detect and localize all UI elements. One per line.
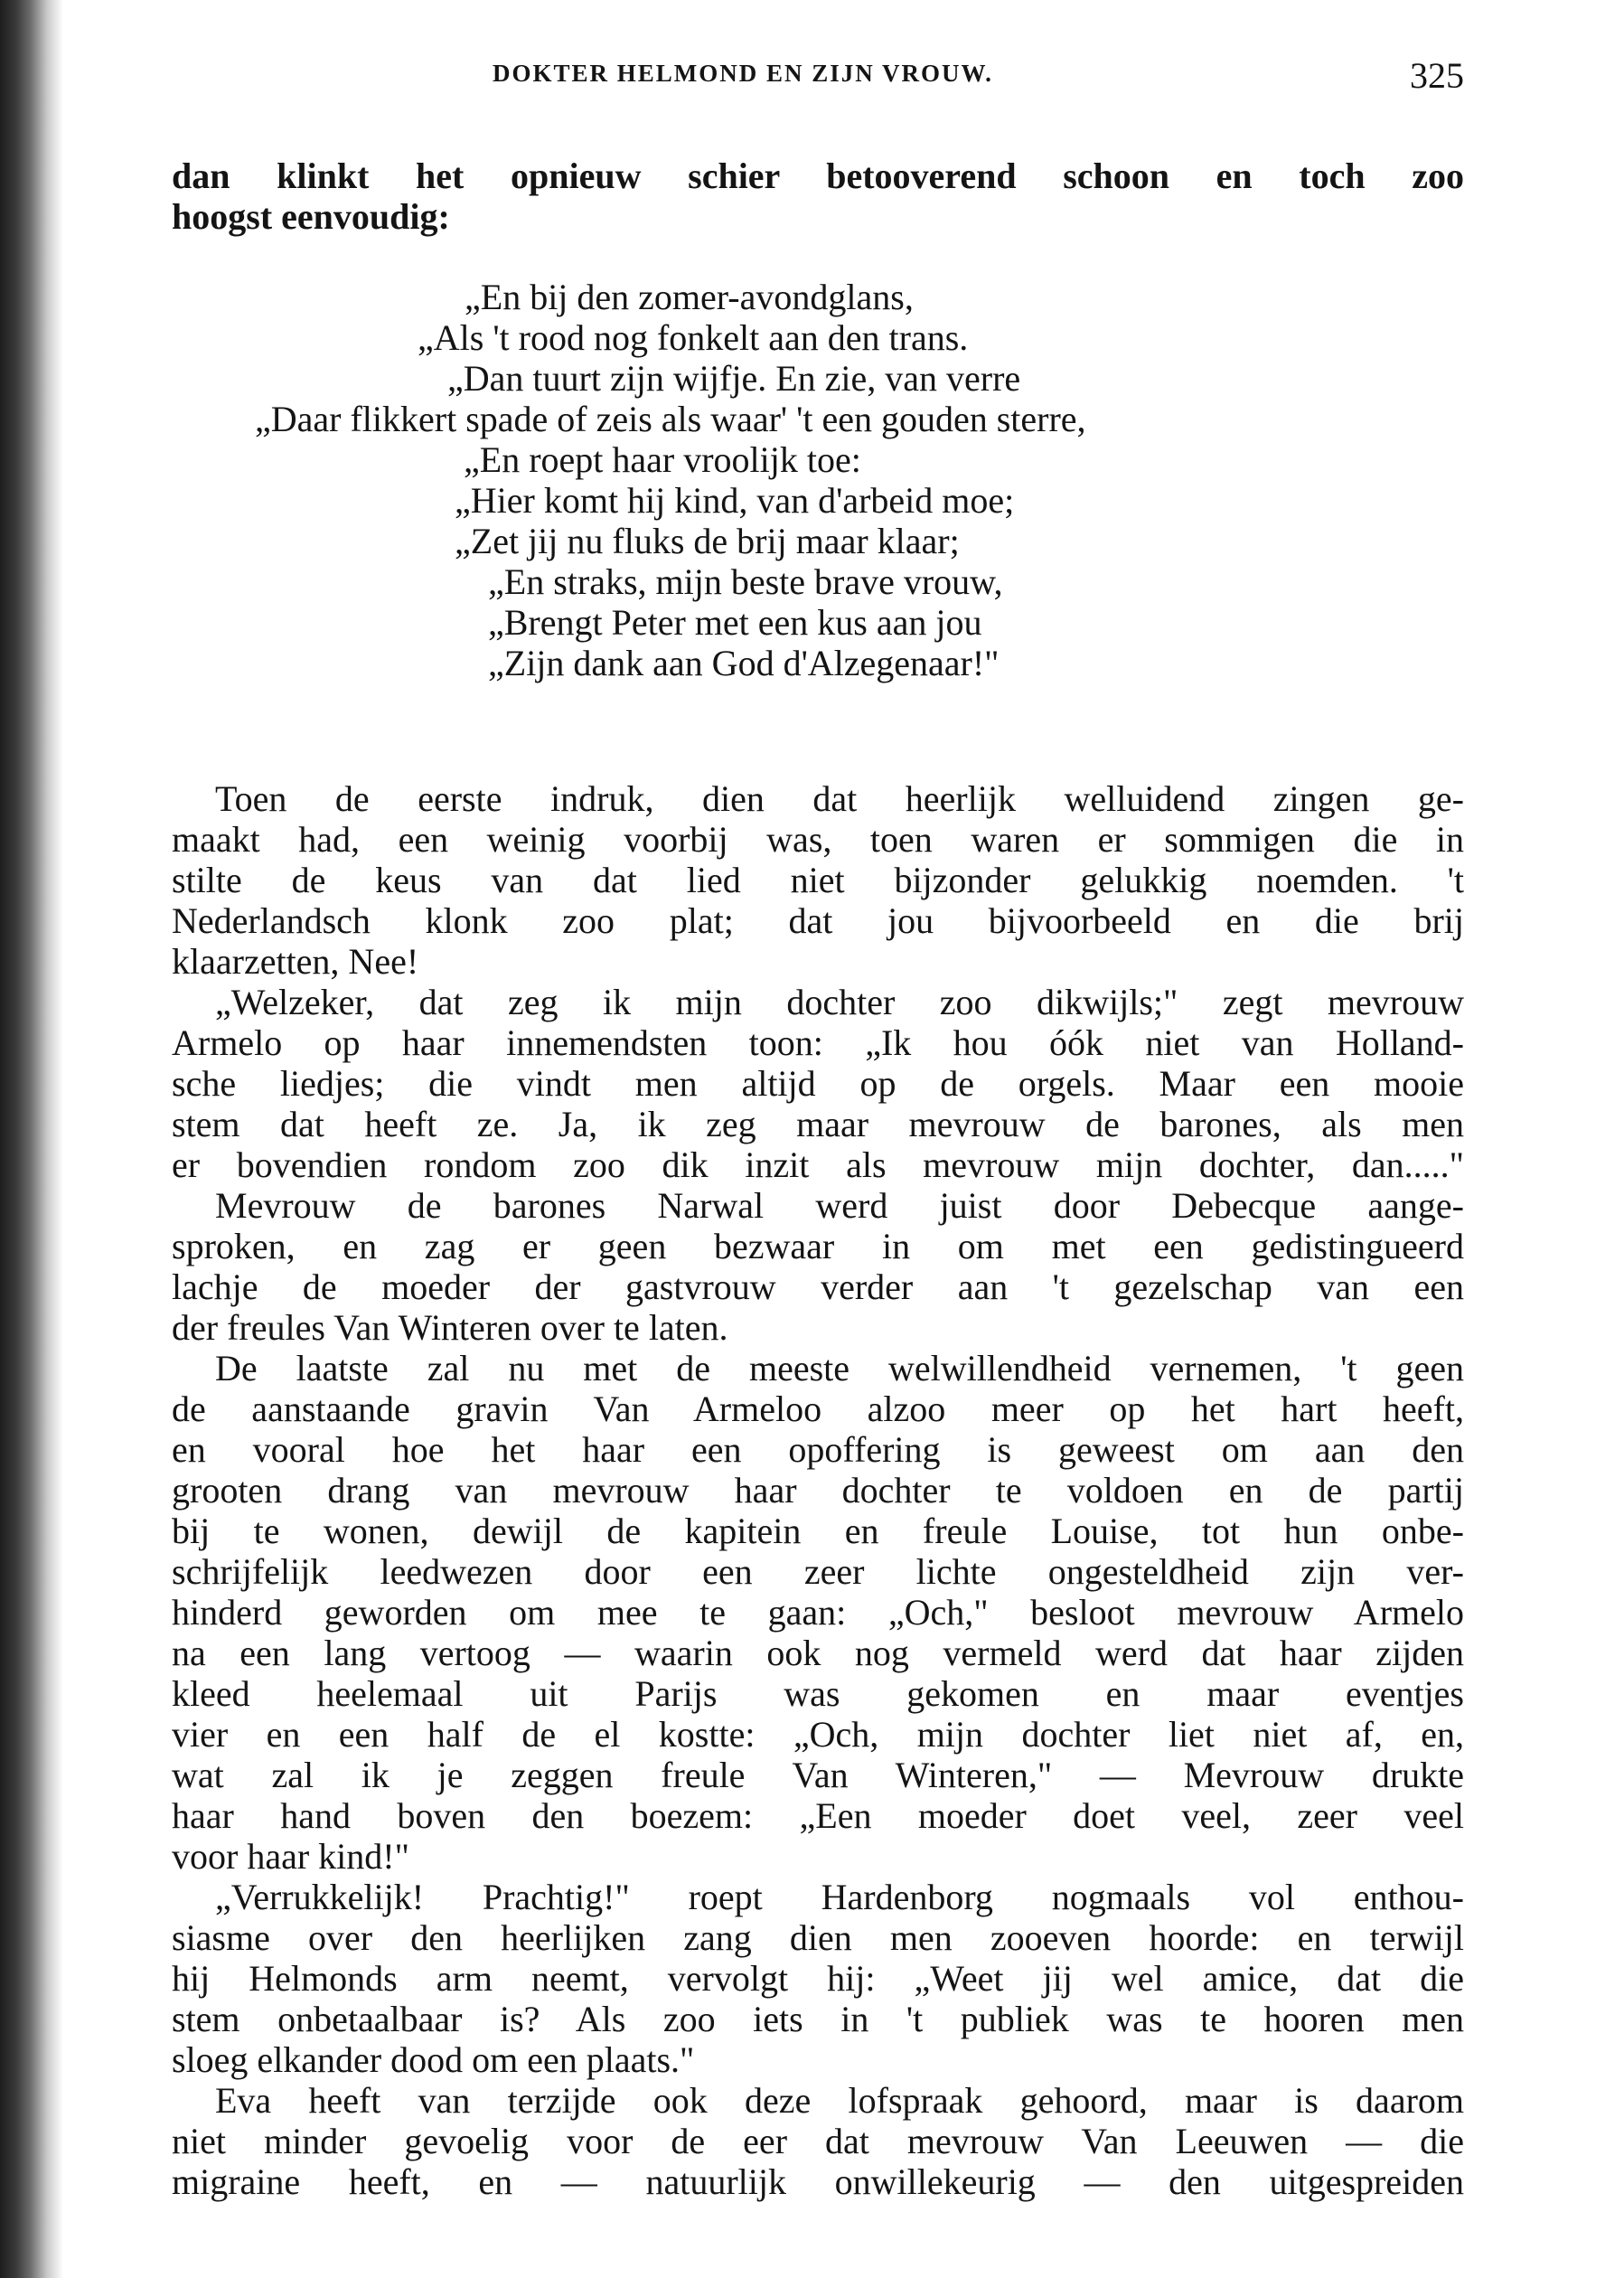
poem-line: „En straks, mijn beste brave vrouw, — [488, 561, 1003, 602]
text-line: sproken, en zag er geen bezwaar in om met een gedistingueerd — [172, 1226, 1464, 1266]
text-line: sche liedjes; die vindt men altijd op de orgels. Maar een mooie — [172, 1063, 1464, 1104]
page-header — [172, 55, 1464, 105]
text-line: niet minder gevoelig voor de eer dat mevrouw Van Leeuwen — die — [172, 2121, 1464, 2161]
text-line: hoogst eenvoudig: — [172, 196, 450, 237]
text-line: hinderd geworden om mee te gaan: „Och," besloot mevrouw Armelo — [172, 1592, 1464, 1633]
text-line: grooten drang van mevrouw haar dochter te voldoen en de partij — [172, 1470, 1464, 1511]
poem-line: „Hier komt hij kind, van d'arbeid moe; — [455, 480, 1015, 521]
text-line: Toen de eerste indruk, dien dat heerlijk welluidend zingen ge- — [215, 778, 1464, 819]
text-line: stilte de keus van dat lied niet bijzonder gelukkig noemden. 't — [172, 860, 1464, 900]
poem-line: „Zet jij nu fluks de brij maar klaar; — [455, 521, 960, 561]
text-line: lachje de moeder der gastvrouw verder aan 't gezelschap van een — [172, 1266, 1464, 1307]
poem-line: „En roept haar vroolijk toe: — [464, 439, 861, 480]
running-title: DOKTER HELMOND EN ZIJN VROUW. — [493, 60, 993, 87]
poem-line: „Daar flikkert spade of zeis als waar' 't een gouden sterre, — [255, 399, 1086, 439]
text-line: stem onbetaalbaar is? Als zoo iets in 't publiek was te hooren men — [172, 1999, 1464, 2039]
text-line: Armelo op haar innemendsten toon: „Ik hou óók niet van Holland- — [172, 1022, 1464, 1063]
text-line: maakt had, een weinig voorbij was, toen waren er sommigen die in — [172, 819, 1464, 860]
text-line: voor haar kind!" — [172, 1836, 409, 1877]
text-line: De laatste zal nu met de meeste welwillendheid vernemen, 't geen — [215, 1348, 1464, 1388]
text-line: migraine heeft, en — natuurlijk onwillekeurig — den uitgespreiden — [172, 2161, 1464, 2202]
text-line: haar hand boven den boezem: „Een moeder doet veel, zeer veel — [172, 1795, 1464, 1836]
poem-line: „Dan tuurt zijn wijfje. En zie, van verre — [447, 358, 1021, 399]
text-line: na een lang vertoog — waarin ook nog vermeld werd dat haar zijden — [172, 1633, 1464, 1673]
text-line: kleed heelemaal uit Parijs was gekomen en maar eventjes — [172, 1673, 1464, 1714]
poem — [172, 277, 1464, 765]
text-line: klaarzetten, Nee! — [172, 941, 419, 982]
text-line: hij Helmonds arm neemt, vervolgt hij: „Weet jij wel amice, dat die — [172, 1958, 1464, 1999]
text-line: sloeg elkander dood om een plaats." — [172, 2039, 695, 2080]
text-line: de aanstaande gravin Van Armeloo alzoo meer op het hart heeft, — [172, 1388, 1464, 1429]
text-line: wat zal ik je zeggen freule Van Winteren," — Mevrouw drukte — [172, 1755, 1464, 1795]
poem-line: „Zijn dank aan God d'Alzegenaar!" — [488, 643, 1000, 683]
text-line: „Verrukkelijk! Prachtig!" roept Hardenborg nogmaals vol enthou- — [215, 1877, 1464, 1917]
text-line: dan klinkt het opnieuw schier betooverend schoon en toch zoo — [172, 155, 1464, 196]
text-line: der freules Van Winteren over te laten. — [172, 1307, 728, 1348]
text-line: schrijfelijk leedwezen door een zeer lichte ongesteldheid zijn ver- — [172, 1551, 1464, 1592]
text-line: „Welzeker, dat zeg ik mijn dochter zoo dikwijls;" zegt mevrouw — [215, 982, 1464, 1022]
poem-line: „Brengt Peter met een kus aan jou — [488, 602, 982, 643]
poem-line: „En bij den zomer-avondglans, — [465, 277, 914, 317]
text-line: stem dat heeft ze. Ja, ik zeg maar mevrouw de barones, als men — [172, 1104, 1464, 1144]
text-line: Nederlandsch klonk zoo plat; dat jou bijvoorbeeld en die brij — [172, 900, 1464, 941]
text-line: Mevrouw de barones Narwal werd juist door Debecque aange- — [215, 1185, 1464, 1226]
text-line: bij te wonen, dewijl de kapitein en freule Louise, tot hun onbe- — [172, 1511, 1464, 1551]
text-line: vier en een half de el kostte: „Och, mijn dochter liet niet af, en, — [172, 1714, 1464, 1755]
text-block — [172, 155, 1464, 2202]
text-line: siasme over den heerlijken zang dien men zooeven hoorde: en terwijl — [172, 1917, 1464, 1958]
text-line: er bovendien rondom zoo dik inzit als mevrouw mijn dochter, dan....." — [172, 1144, 1464, 1185]
text-line: Eva heeft van terzijde ook deze lofspraak gehoord, maar is daarom — [215, 2080, 1464, 2121]
text-line: en vooral hoe het haar een opoffering is geweest om aan den — [172, 1429, 1464, 1470]
page-number: 325 — [1410, 55, 1464, 96]
poem-line: „Als 't rood nog fonkelt aan den trans. — [418, 317, 969, 358]
